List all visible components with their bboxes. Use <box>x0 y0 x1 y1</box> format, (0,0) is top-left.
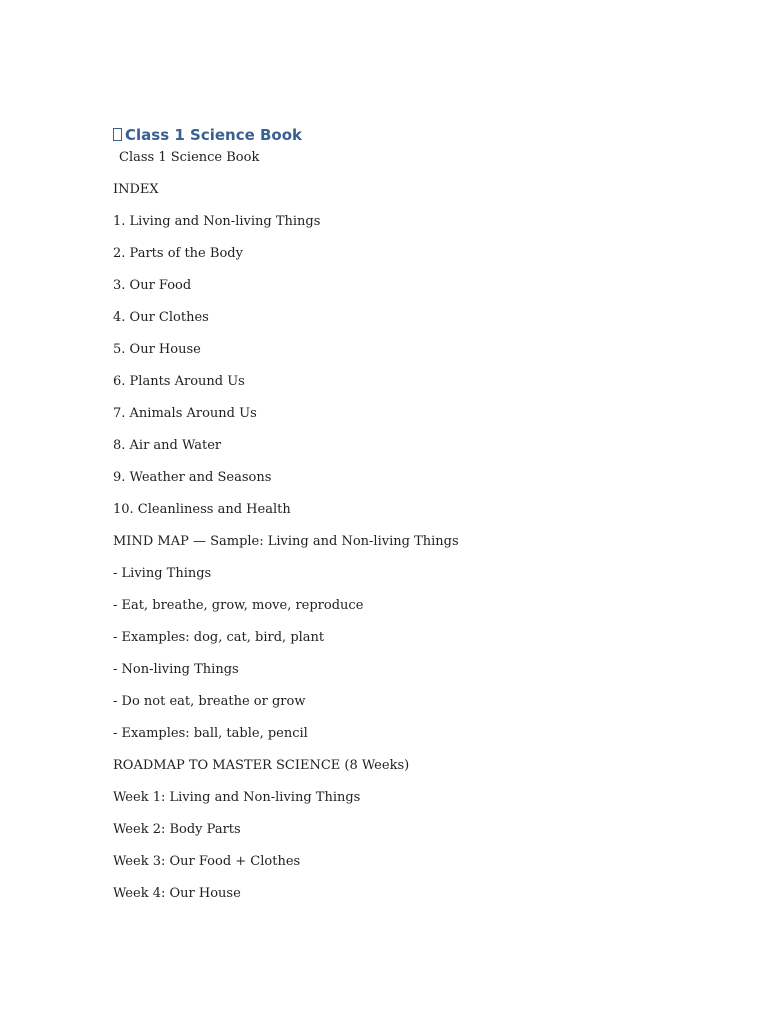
mind-map-heading: MIND MAP — Sample: Living and Non-living Things <box>113 534 459 549</box>
index-item: 5. Our House <box>113 342 201 357</box>
document-subtitle: Class 1 Science Book <box>119 150 260 165</box>
mind-map-item: - Examples: dog, cat, bird, plant <box>113 630 325 645</box>
mind-map-item: - Living Things <box>113 566 212 581</box>
mind-map-item: - Examples: ball, table, pencil <box>113 726 308 741</box>
missing-glyph-icon <box>113 128 122 141</box>
roadmap-item: Week 3: Our Food + Clothes <box>113 854 301 869</box>
mind-map-item: - Do not eat, breathe or grow <box>113 694 306 709</box>
index-item: 1. Living and Non-living Things <box>113 214 321 229</box>
index-item: 8. Air and Water <box>113 438 222 453</box>
roadmap-item: Week 1: Living and Non-living Things <box>113 790 361 805</box>
index-item: 2. Parts of the Body <box>113 246 243 261</box>
roadmap-item: Week 2: Body Parts <box>113 822 241 837</box>
document-heading <box>113 124 302 146</box>
index-item: 9. Weather and Seasons <box>113 470 272 485</box>
index-item: 7. Animals Around Us <box>113 406 257 421</box>
document-body <box>113 181 459 917</box>
mind-map-item: - Eat, breathe, grow, move, reproduce <box>113 598 364 613</box>
mind-map-item: - Non-living Things <box>113 662 239 677</box>
roadmap-item: Week 4: Our House <box>113 886 241 901</box>
index-item: 6. Plants Around Us <box>113 374 245 389</box>
index-item: 3. Our Food <box>113 278 192 293</box>
index-item: 4. Our Clothes <box>113 310 209 325</box>
index-item: 10. Cleanliness and Health <box>113 502 291 517</box>
heading-text: Class 1 Science Book <box>125 126 303 144</box>
roadmap-heading: ROADMAP TO MASTER SCIENCE (8 Weeks) <box>113 758 410 773</box>
index-heading: INDEX <box>113 182 159 197</box>
